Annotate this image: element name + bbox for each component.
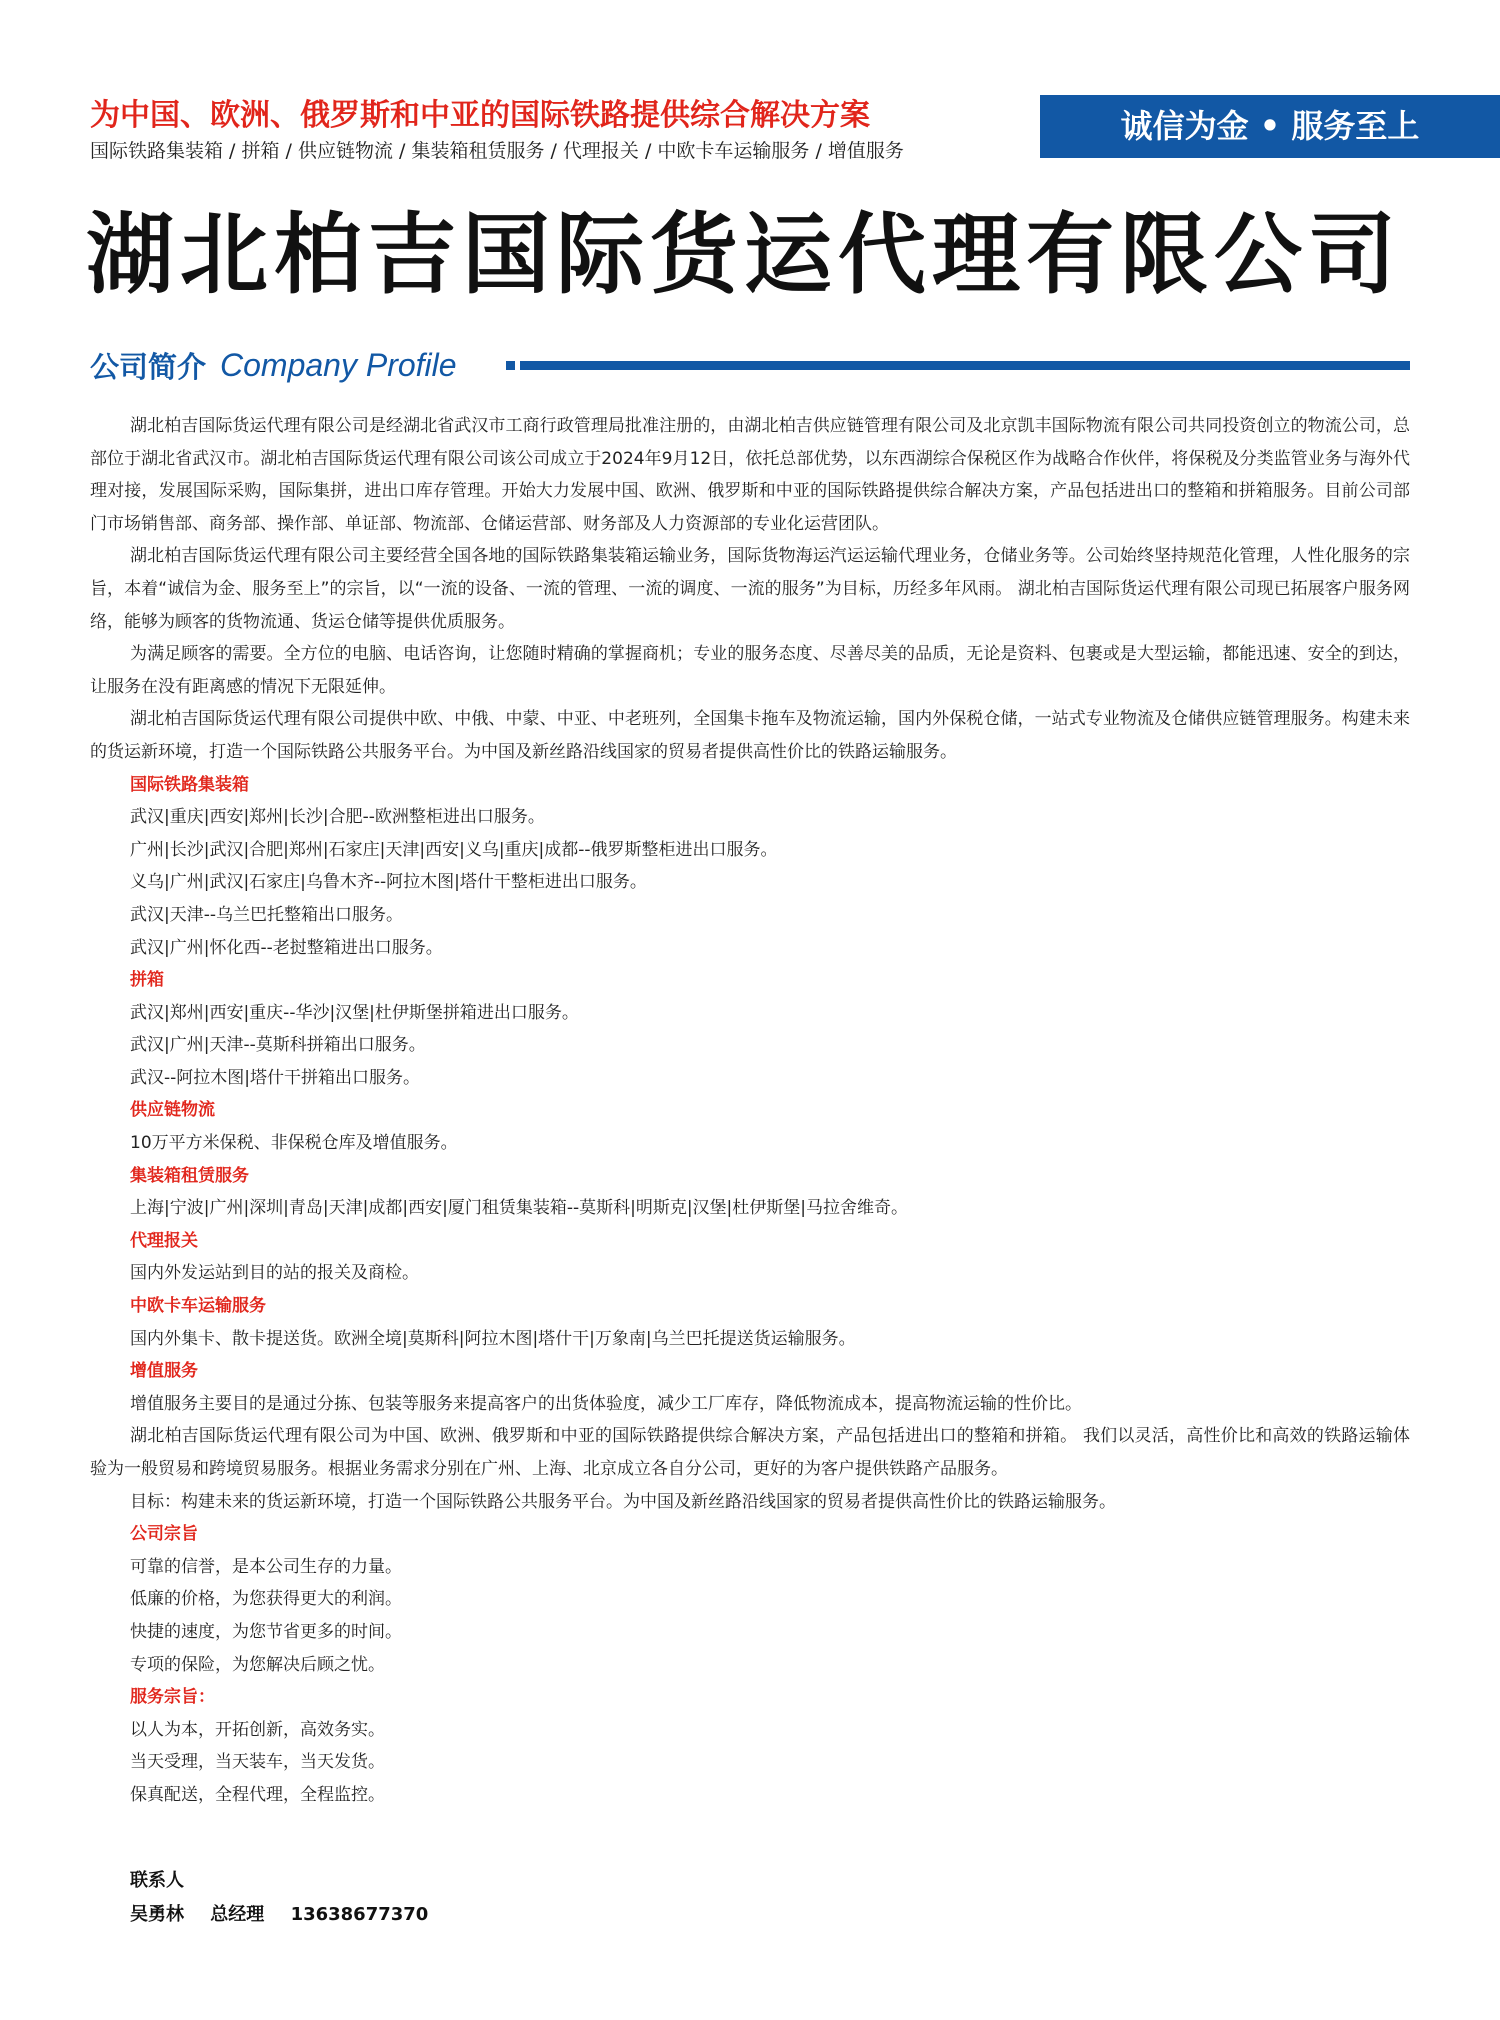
company-name-title: 湖北柏吉国际货运代理有限公司: [86, 203, 1403, 306]
service-category-title: 供应链物流: [130, 1100, 215, 1121]
service-line: 武汉|重庆|西安|郑州|长沙|合肥--欧洲整柜进出口服务。: [130, 807, 545, 828]
service-category-title: 拼箱: [130, 970, 164, 991]
service-category-title: 代理报关: [130, 1230, 198, 1251]
service-line: 武汉|广州|怀化西--老挝整箱进出口服务。: [130, 937, 443, 958]
tenet-line: 保真配送，全程代理，全程监控。: [130, 1784, 385, 1805]
service-line: 上海|宁波|广州|深圳|青岛|天津|成都|西安|厦门租赁集装箱--莫斯科|明斯克|汉堡|杜伊斯堡|马拉舍维奇。: [130, 1198, 908, 1219]
section-heading: [90, 343, 457, 387]
service-line: 国内外集卡、散卡提送货。欧洲全境|莫斯科|阿拉木图|塔什干|万象南|乌兰巴托提送货运输服务。: [130, 1328, 856, 1349]
service-line: 武汉|郑州|西安|重庆--华沙|汉堡|杜伊斯堡拼箱进出口服务。: [130, 1002, 579, 1023]
service-line: 国内外发运站到目的站的报关及商检。: [130, 1263, 419, 1284]
tenet-category-title: 公司宗旨: [130, 1524, 198, 1545]
heading-rule-dot: [506, 361, 515, 370]
tenet-line: 以人为本，开拓创新，高效务实。: [130, 1719, 385, 1740]
header-tagline: 为中国、欧洲、俄罗斯和中亚的国际铁路提供综合解决方案: [90, 98, 870, 133]
contact-label: 联系人: [130, 1870, 184, 1891]
tenet-line: 专项的保险，为您解决后顾之忧。: [130, 1654, 385, 1675]
service-line: 武汉|天津--乌兰巴托整箱出口服务。: [130, 904, 403, 925]
service-line: 广州|长沙|武汉|合肥|郑州|石家庄|天津|西安|义乌|重庆|成都--俄罗斯整柜进出口服务。: [130, 839, 778, 860]
contact-info: [130, 1900, 448, 1926]
profile-body: [90, 410, 1410, 1812]
service-category-title: 国际铁路集装箱: [130, 774, 249, 795]
contact-title: 总经理: [210, 1904, 265, 1925]
intro-paragraph: 为满足顾客的需要。全方位的电脑、电话咨询，让您随时精确的掌握商机；专业的服务态度、尽善尽美的品质，无论是资料、包裹或是大型运输，都能迅速、安全的到达，让服务在没有距离感的情况下无限延伸。: [90, 644, 1410, 697]
service-line: 10万平方米保税、非保税仓库及增值服务。: [130, 1133, 458, 1154]
intro-paragraph: 湖北柏吉国际货运代理有限公司提供中欧、中俄、中蒙、中亚、中老班列，全国集卡拖车及物流运输，国内外保税仓储，一站式专业物流及仓储供应链管理服务。构建未来的货运新环境，打造一个国际铁路公共服务平台。为中国及新丝路沿线国家的贸易者提供高性价比的铁路运输服务。: [90, 709, 1410, 762]
contact-phone[interactable]: 13638677370: [290, 1904, 429, 1925]
closing-paragraph: 湖北柏吉国际货运代理有限公司为中国、欧洲、俄罗斯和中亚的国际铁路提供综合解决方案，产品包括进出口的整箱和拼箱。 我们以灵活，高性价比和高效的铁路运输体验为一般贸易和跨境贸易服务。根据业务需求分别在广州、上海、北京成立各自分公司，更好的为客户提供铁路产品服务。: [90, 1426, 1410, 1479]
service-category-title: 集装箱租赁服务: [130, 1165, 249, 1186]
tenet-line: 快捷的速度，为您节省更多的时间。: [130, 1621, 402, 1642]
service-line: 武汉|广州|天津--莫斯科拼箱出口服务。: [130, 1035, 426, 1056]
contact-name: 吴勇林: [130, 1904, 184, 1925]
service-line: 义乌|广州|武汉|石家庄|乌鲁木齐--阿拉木图|塔什干整柜进出口服务。: [130, 872, 647, 893]
intro-paragraph: 湖北柏吉国际货运代理有限公司主要经营全国各地的国际铁路集装箱运输业务，国际货物海运汽运运输代理业务，仓储业务等。公司始终坚持规范化管理，人性化服务的宗旨，本着“诚信为金、服务至上”的宗旨，以“一流的设备、一流的管理、一流的调度、一流的服务”为目标，历经多年风雨。 湖北柏吉国际货运代理有限公司现已拓展客户服务网络，能够为顾客的货物流通、货运仓储等提供优质服务。: [90, 546, 1410, 632]
tenet-line: 当天受理，当天装车，当天发货。: [130, 1752, 385, 1773]
service-category-title: 中欧卡车运输服务: [130, 1296, 266, 1317]
service-category-title: 增值服务: [130, 1361, 198, 1382]
slogan-banner: 诚信为金 • 服务至上: [1040, 95, 1500, 158]
header-services-line: 国际铁路集装箱 / 拼箱 / 供应链物流 / 集装箱租赁服务 / 代理报关 / 中欧卡车运输服务 / 增值服务: [90, 140, 904, 162]
closing-paragraph: 目标：构建未来的货运新环境，打造一个国际铁路公共服务平台。为中国及新丝路沿线国家的贸易者提供高性价比的铁路运输服务。: [130, 1491, 1116, 1512]
tenet-line: 可靠的信誉，是本公司生存的力量。: [130, 1556, 402, 1577]
section-title-en: Company Profile: [220, 346, 457, 383]
heading-rule: [520, 361, 1410, 370]
service-line: 增值服务主要目的是通过分拣、包装等服务来提高客户的出货体验度，减少工厂库存，降低物流成本，提高物流运输的性价比。: [130, 1393, 1082, 1414]
section-title-zh: 公司简介: [90, 349, 207, 384]
service-line: 武汉--阿拉木图|塔什干拼箱出口服务。: [130, 1067, 420, 1088]
tenet-line: 低廉的价格，为您获得更大的利润。: [130, 1589, 402, 1610]
tenet-category-title: 服务宗旨：: [130, 1687, 215, 1708]
intro-paragraph: 湖北柏吉国际货运代理有限公司是经湖北省武汉市工商行政管理局批准注册的，由湖北柏吉供应链管理有限公司及北京凯丰国际物流有限公司共同投资创立的物流公司，总部位于湖北省武汉市。湖北柏吉国际货运代理有限公司该公司成立于2024年9月12日，依托总部优势，以东西湖综合保税区作为战略合作伙伴，将保税及分类监管业务与海外代理对接，发展国际采购，国际集拼，进出口库存管理。开始大力发展中国、欧洲、俄罗斯和中亚的国际铁路提供综合解决方案，产品包括进出口的整箱和拼箱服务。目前公司部门市场销售部、商务部、操作部、单证部、物流部、仓储运营部、财务部及人力资源部的专业化运营团队。: [90, 416, 1410, 534]
